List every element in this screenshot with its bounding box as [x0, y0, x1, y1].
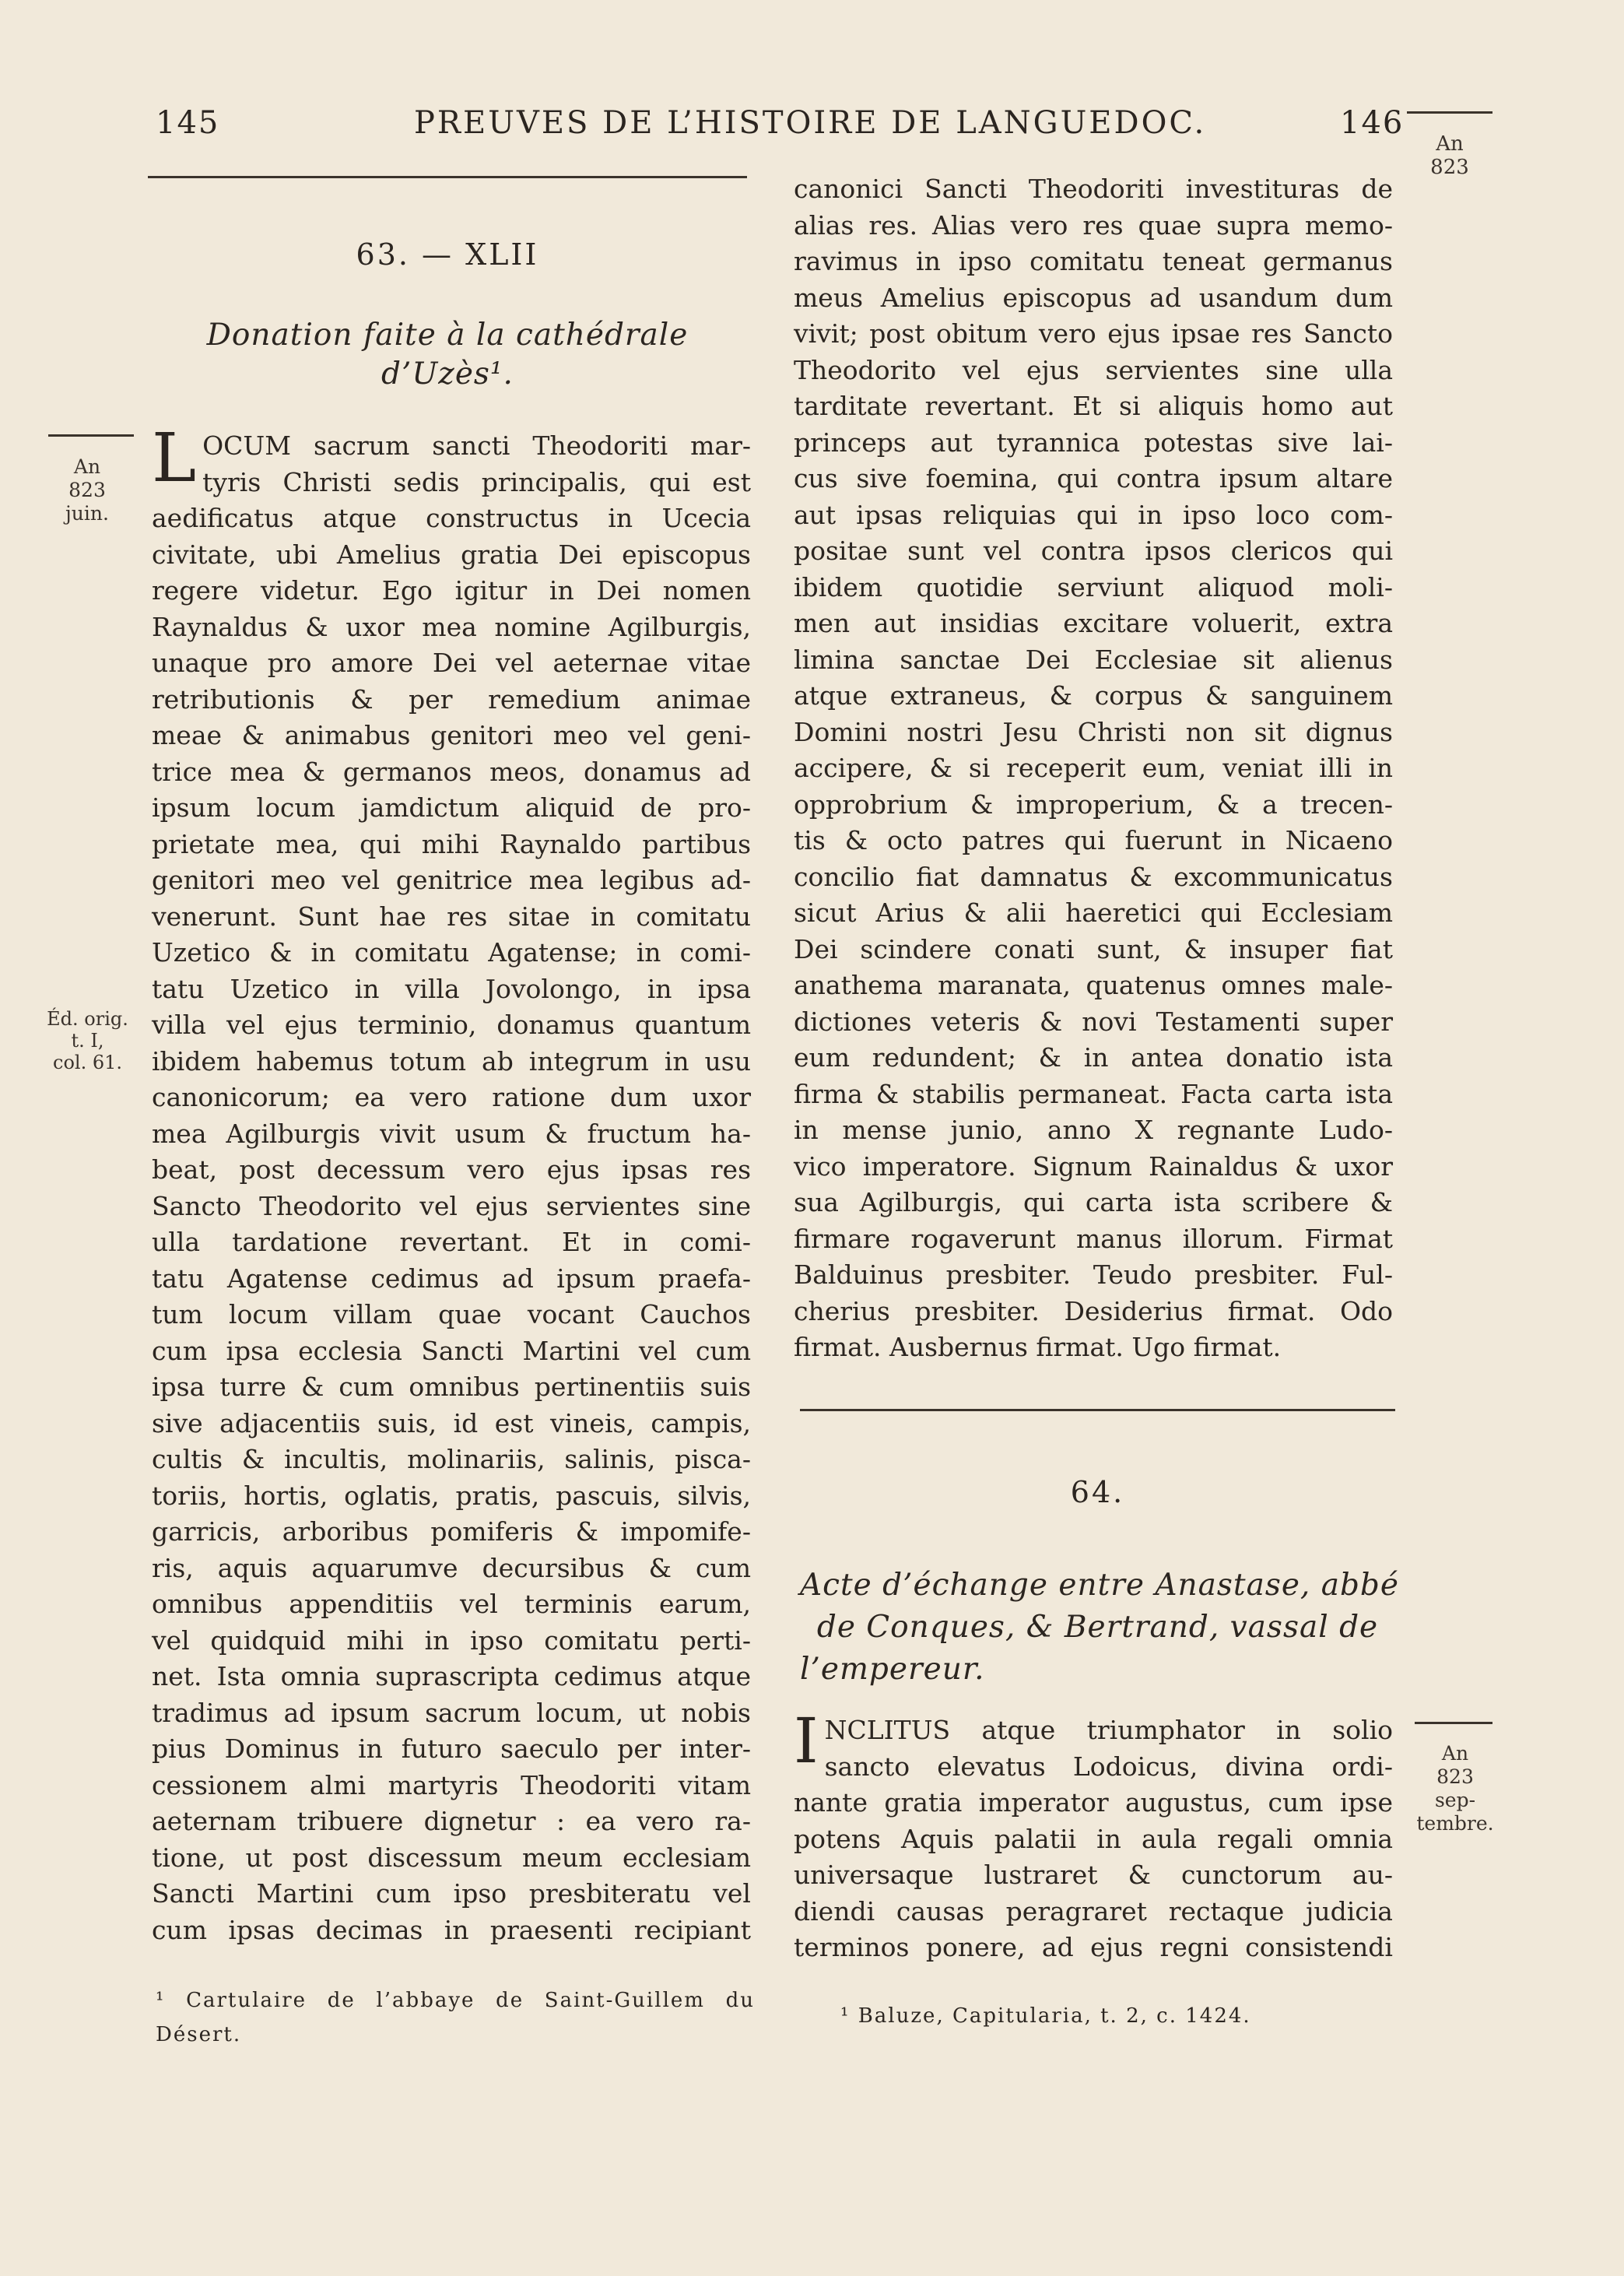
document-64-title: [800, 1565, 1399, 1691]
text-line: beat, post decessum vero ejus ipsas res: [152, 1154, 751, 1185]
left-column-top-rule: [148, 176, 747, 178]
date-note-line: tembre.: [1416, 1812, 1494, 1835]
text-line: cum ipsa ecclesia Sancti Martini vel cum: [152, 1335, 751, 1366]
section-divider-rule: [800, 1409, 1395, 1411]
text-line: tarditate revertant. Et si aliquis homo aut: [794, 391, 1393, 421]
text-line: firma & stabilis permaneat. Facta carta ista: [794, 1078, 1393, 1109]
text-line: alias res. Alias vero res quae supra memo-: [794, 209, 1393, 241]
text-line: regere videtur. Ego igitur in Dei nomen: [152, 575, 751, 606]
title-line: l’empereur.: [800, 1652, 985, 1687]
text-line: sive adjacentiis suis, id est vineis, campis,: [152, 1407, 751, 1438]
page-number-left: 145: [156, 105, 220, 141]
text-line: canonici Sancti Theodoriti investituras de: [794, 174, 1393, 204]
text-line: ris, aquis aquarumve decursibus & cum: [152, 1552, 751, 1583]
text-line: ravimus in ipso comitatu teneat germanus: [794, 246, 1393, 276]
text-line: tyris Christi sedis principalis, qui est: [202, 466, 751, 497]
text-line: cultis & incultis, molinariis, salinis, pisca-: [152, 1444, 751, 1474]
text-line: limina sanctae Dei Ecclesiae sit alienus: [794, 644, 1393, 675]
date-note-line: An: [73, 455, 101, 478]
running-title: PREUVES DE L’HISTOIRE DE LANGUEDOC.: [414, 105, 1207, 141]
text-line: trice mea & germanos meos, donamus ad: [152, 756, 751, 787]
top-right-date-note: [1426, 132, 1474, 179]
text-line: retributionis & per remedium animae: [152, 683, 751, 715]
drop-cap: I: [794, 1705, 819, 1777]
page-number-right: 146: [1340, 105, 1405, 141]
text-line: aedificatus atque constructus in Ucecia: [152, 503, 751, 533]
document-64-body: [794, 1705, 1393, 1966]
text-line: tis & octo patres qui fuerunt in Nicaeno: [794, 825, 1393, 855]
text-line: tradimus ad ipsum sacrum locum, ut nobis: [152, 1697, 751, 1728]
title-line: d’Uzès¹.: [381, 357, 514, 392]
text-line: tatu Agatense cedimus ad ipsum praefa-: [152, 1263, 751, 1294]
drop-cap: L: [152, 420, 197, 497]
text-line: Theodorito vel ejus servientes sine ulla: [794, 354, 1393, 385]
text-line: potens Aquis palatii in aula regali omnia: [794, 1823, 1393, 1854]
text-line: pius Dominus in futuro saeculo per inter-: [152, 1733, 751, 1764]
document-63-continuation: [794, 171, 1393, 1366]
edition-note-line: t. I,: [71, 1030, 104, 1052]
text-line: vel quidquid mihi in ipso comitatu perti-: [152, 1624, 751, 1656]
text-line: sua Agilburgis, qui carta ista scribere &: [794, 1187, 1393, 1217]
edition-note-line: col. 61.: [53, 1052, 122, 1073]
text-line: concilio fiat damnatus & excommunicatus: [794, 861, 1393, 892]
text-line: canonicorum; ea vero ratione dum uxor: [152, 1082, 751, 1112]
text-line: net. Ista omnia suprascripta cedimus atque: [152, 1661, 751, 1691]
text-line: Sancto Theodorito vel ejus servientes sine: [152, 1190, 751, 1221]
text-line: universaque lustraret & cunctorum au-: [794, 1860, 1393, 1890]
text-line: anathema maranata, quatenus omnes male-: [794, 970, 1393, 1000]
text-line: garricis, arboribus pomiferis & impomife-: [152, 1516, 751, 1547]
text-line: Dei scindere conati sunt, & insuper fiat: [794, 933, 1393, 964]
text-line: Uzetico & in comitatu Agatense; in comi-: [152, 937, 751, 968]
text-line: cus sive foemina, qui contra ipsum altare: [794, 463, 1393, 493]
text-line: Balduinus presbiter. Teudo presbiter. Ful-: [794, 1259, 1393, 1290]
text-line: Sancti Martini cum ipso presbiteratu vel: [152, 1878, 751, 1909]
date-note-line: 823: [1430, 156, 1469, 179]
text-line: ulla tardatione revertant. Et in comi-: [152, 1227, 751, 1257]
left-margin-rule: [48, 434, 134, 437]
title-line: Acte d’échange entre Anastase, abbé: [800, 1568, 1399, 1603]
document-63-title: [148, 316, 747, 394]
date-note-line: juin.: [65, 502, 109, 525]
date-note-line: An: [1441, 1742, 1469, 1765]
text-line: meus Amelius episcopus ad usandum dum: [794, 282, 1393, 313]
date-note-line: An: [1436, 132, 1464, 156]
text-line: nante gratia imperator augustus, cum ipse: [794, 1787, 1393, 1818]
text-line: Domini nostri Jesu Christi non sit dignus: [794, 716, 1393, 747]
text-line: in mense junio, anno X regnante Ludo-: [794, 1115, 1393, 1145]
right-margin-date-note: [1412, 1742, 1498, 1835]
text-line: genitori meo vel genitrice mea legibus ad-: [152, 865, 751, 895]
text-line: firmare rogaverunt manus illorum. Firmat: [794, 1223, 1393, 1254]
text-line: sancto elevatus Lodoicus, divina ordi-: [824, 1751, 1393, 1782]
text-line: civitate, ubi Amelius gratia Dei episcopus: [152, 539, 751, 570]
date-note-line: 823: [1436, 1765, 1474, 1788]
text-line: cessionem almi martyris Theodoriti vitam: [152, 1769, 751, 1800]
left-margin-date-note: [56, 455, 118, 525]
footnote-64: ¹ Baluze, Capitularia, t. 2, c. 1424.: [840, 2004, 1251, 2028]
text-line: vico imperatore. Signum Rainaldus & uxor: [794, 1150, 1393, 1182]
text-line: dictiones veteris & novi Testamenti super: [794, 1006, 1393, 1037]
document-64-number: 64.: [1070, 1475, 1125, 1509]
text-line: diendi causas peragraret rectaque judicia: [794, 1895, 1393, 1927]
text-line: villa vel ejus terminio, donamus quantum: [152, 1010, 751, 1040]
text-line: ipsum locum jamdictum aliquid de pro-: [152, 792, 751, 823]
text-line: opprobrium & improperium, & a trecen-: [794, 789, 1393, 820]
text-line: OCUM sacrum sancti Theodoriti mar-: [202, 430, 751, 461]
text-line: venerunt. Sunt hae res sitae in comitatu: [152, 901, 751, 932]
document-63-number: 63. — XLII: [356, 237, 539, 272]
text-line: ipsa turre & cum omnibus pertinentiis suis: [152, 1372, 751, 1402]
footnote-63: [156, 1983, 755, 2052]
text-line: atque extraneus, & corpus & sanguinem: [794, 680, 1393, 711]
document-63-body: [152, 420, 751, 1948]
text-line: ibidem quotidie serviunt aliquod moli-: [794, 571, 1393, 602]
date-note-line: sep-: [1434, 1789, 1476, 1811]
text-line: terminos ponere, ad ejus regni consistendi: [794, 1932, 1393, 1962]
text-line: eum redundent; & in antea donatio ista: [794, 1042, 1393, 1073]
text-line: aeternam tribuere dignetur : ea vero ra-: [152, 1806, 751, 1836]
text-line: mea Agilburgis vivit usum & fructum ha-: [152, 1118, 751, 1149]
text-line: toriis, hortis, oglatis, pratis, pascuis, silvis,: [152, 1480, 751, 1511]
text-line: tatu Uzetico in villa Jovolongo, in ipsa: [152, 973, 751, 1004]
text-line: ibidem habemus totum ab integrum in usu: [152, 1045, 751, 1077]
text-line: omnibus appenditiis vel terminis earum,: [152, 1589, 751, 1619]
text-line: tione, ut post discessum meum ecclesiam: [152, 1842, 751, 1873]
text-line: tum locum villam quae vocant Cauchos: [152, 1299, 751, 1329]
text-line: Raynaldus & uxor mea nomine Agilburgis,: [152, 611, 751, 642]
title-line: de Conques, & Bertrand, vassal de: [816, 1610, 1379, 1645]
text-line: positae sunt vel contra ipsos clericos qui: [794, 536, 1393, 566]
top-right-rule: [1407, 111, 1492, 114]
right-margin-rule: [1415, 1722, 1492, 1724]
left-margin-edition-note: [39, 1008, 136, 1073]
footnote-line: Désert.: [156, 2023, 242, 2046]
text-line: aut ipsas reliquias qui in ipso loco com-: [794, 499, 1393, 530]
text-line: firmat. Ausbernus firmat. Ugo firmat.: [794, 1332, 1282, 1362]
title-line: Donation faite à la cathédrale: [206, 318, 689, 353]
footnote-line: ¹ Cartulaire de l’abbaye de Saint-Guillem du: [156, 1989, 755, 2012]
text-line: prietate mea, qui mihi Raynaldo partibus: [152, 828, 751, 859]
text-line: cherius presbiter. Desiderius firmat. Odo: [794, 1295, 1393, 1326]
text-line: princeps aut tyrannica potestas sive lai-: [794, 427, 1393, 458]
text-line: accipere, & si receperit eum, veniat illi in: [794, 753, 1393, 783]
text-line: sicut Arius & alii haeretici qui Ecclesiam: [794, 897, 1393, 928]
date-note-line: 823: [68, 479, 106, 501]
text-line: NCLITUS atque triumphator in solio: [824, 1715, 1393, 1745]
text-line: vivit; post obitum vero ejus ipsae res Sancto: [794, 318, 1393, 349]
text-line: unaque pro amore Dei vel aeternae vitae: [152, 648, 751, 678]
text-line: men aut insidias excitare voluerit, extra: [794, 608, 1393, 638]
text-line: meae & animabus genitori meo vel geni-: [152, 720, 751, 750]
text-line: cum ipsas decimas in praesenti recipiant: [152, 1914, 751, 1945]
edition-note-line: Éd. orig.: [47, 1008, 128, 1030]
